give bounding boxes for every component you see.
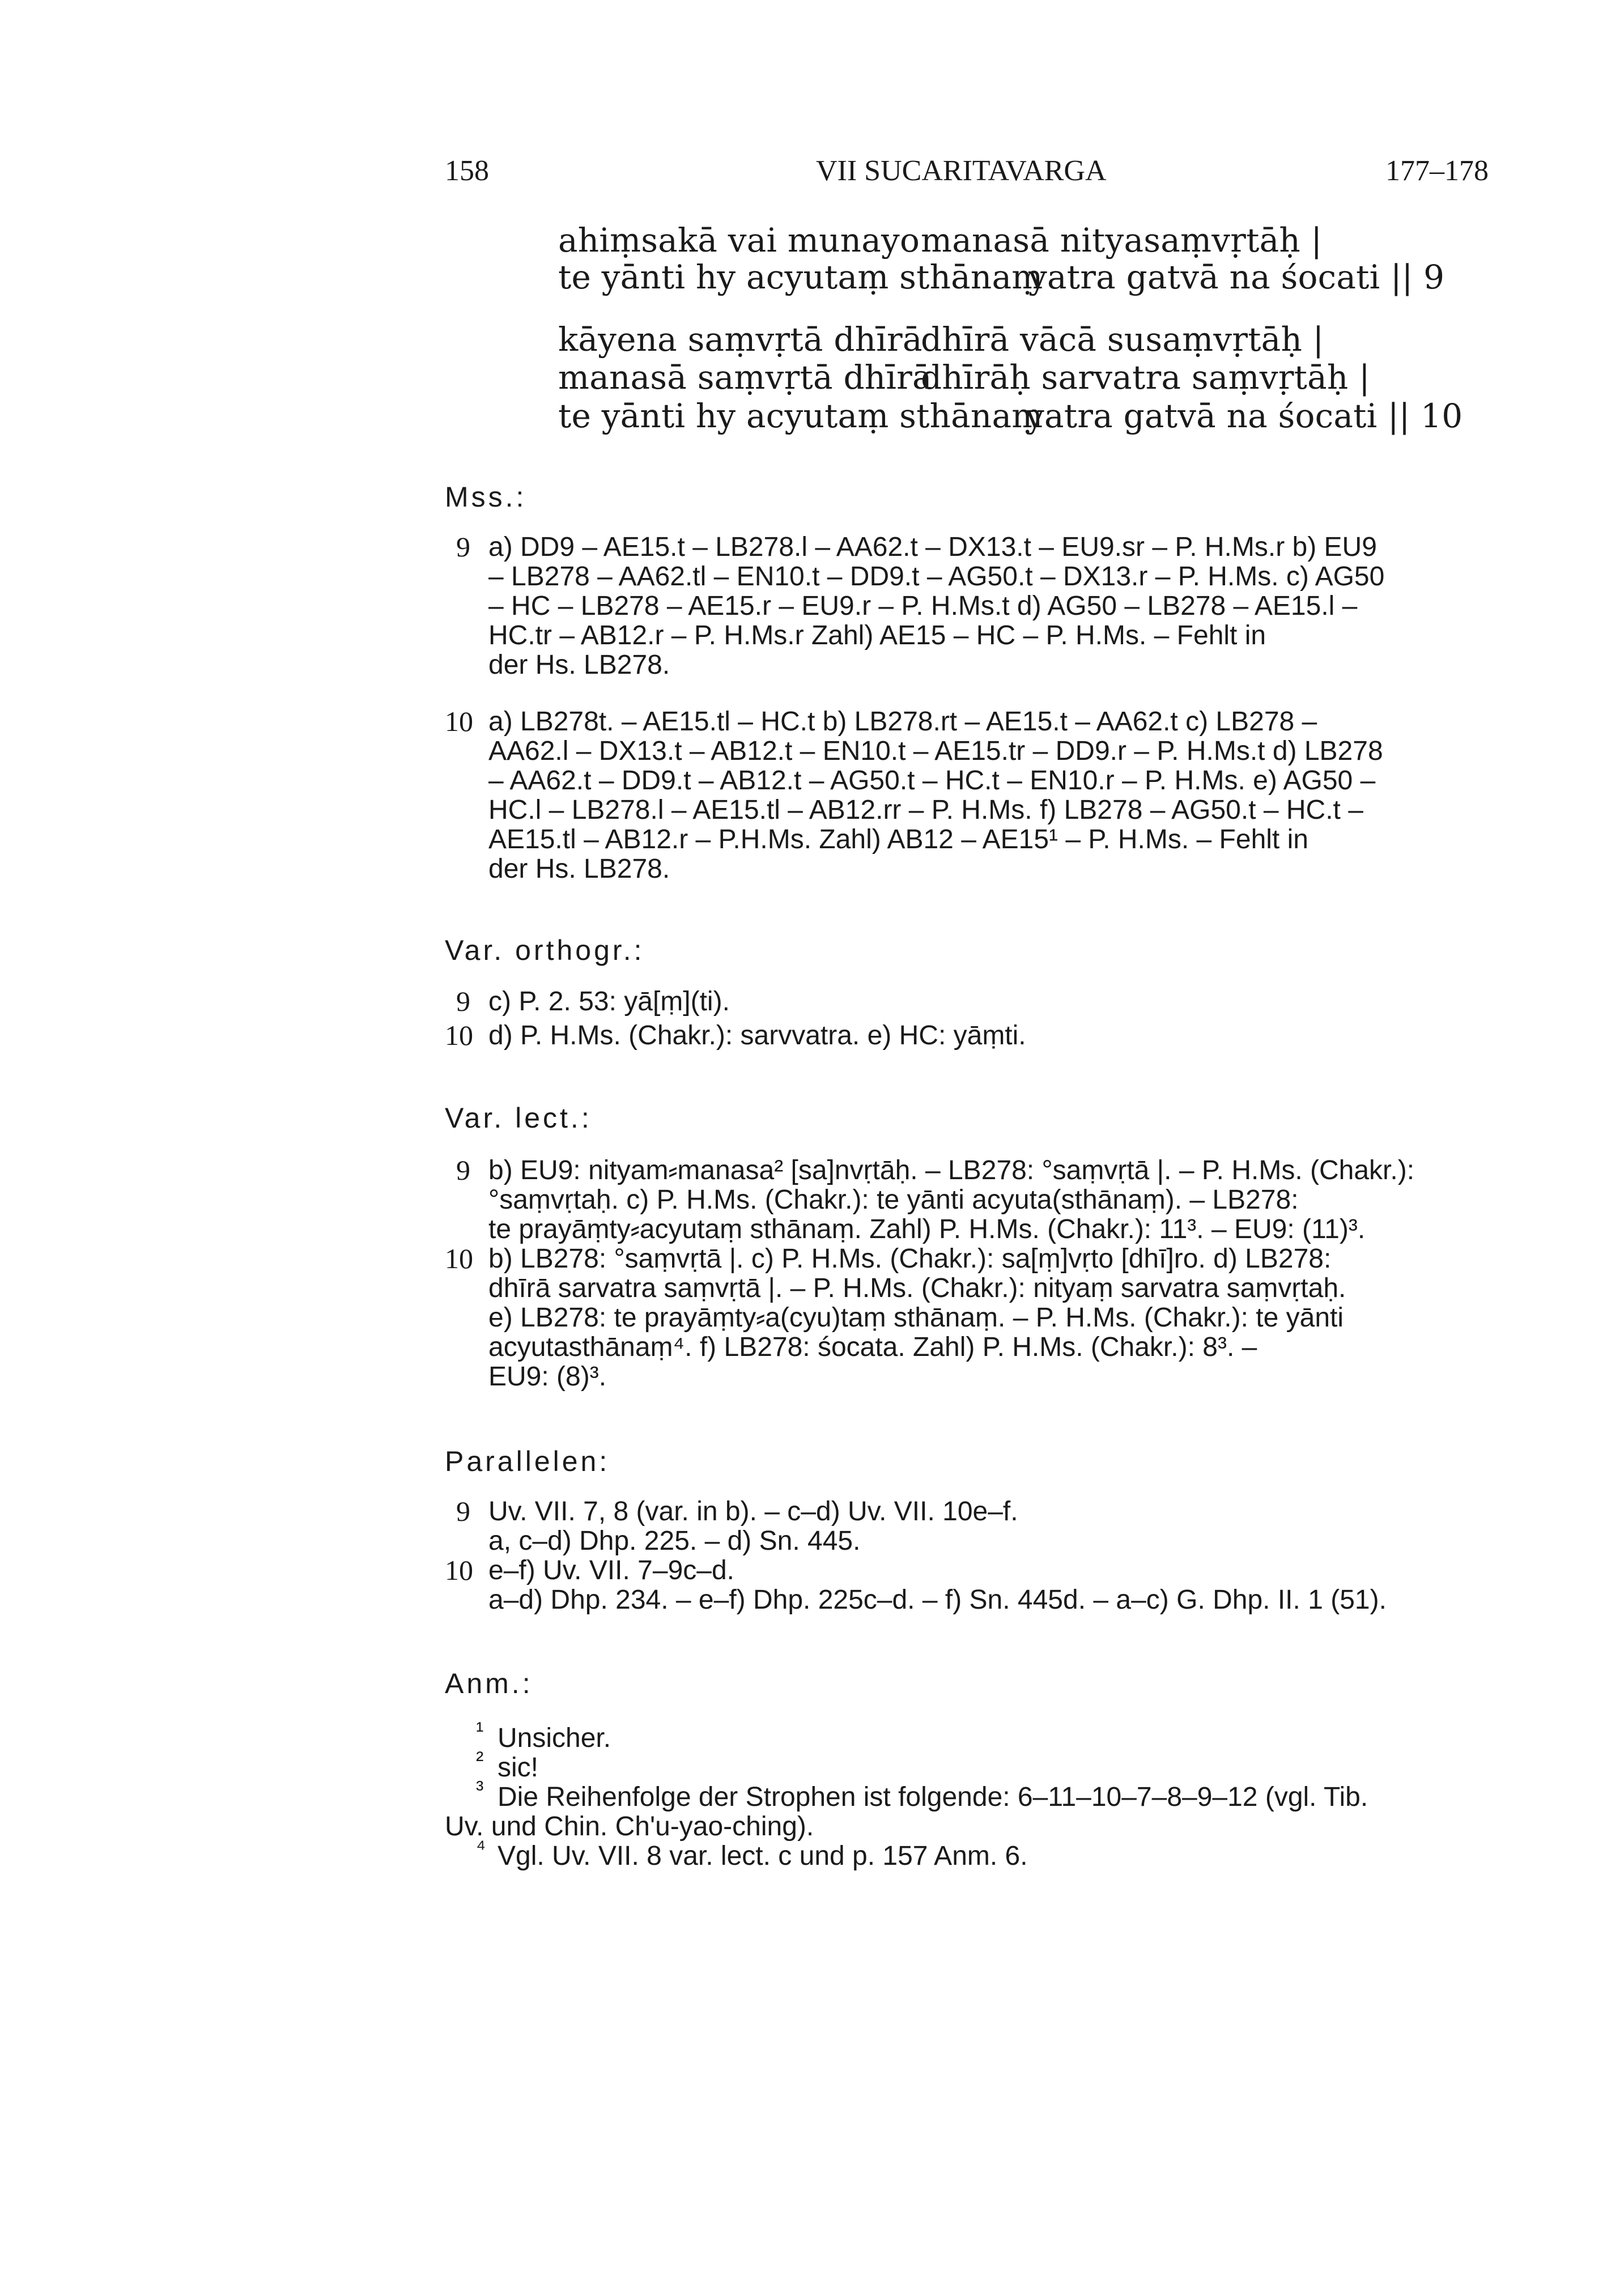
verse-line: manasā nityasaṃvṛtāḥ | (921, 221, 1323, 260)
entry-number: 9 (456, 1495, 470, 1527)
section-heading: Mss.: (445, 481, 527, 513)
apparatus-line: der Hs. LB278. (488, 854, 670, 884)
footnote-text: Die Reihenfolge der Strophen ist folgende: 6–11–10–7–8–9–12 (vgl. Tib. (498, 1782, 1368, 1812)
verse-line: ahiṃsakā vai munayo (558, 221, 920, 260)
section-heading: Parallelen: (445, 1445, 610, 1477)
entry-number: 9 (456, 1154, 470, 1186)
apparatus-line: c) P. 2. 53: yā[ṃ](ti). (488, 987, 730, 1017)
entry-number: 10 (445, 1019, 473, 1051)
entry-number: 10 (445, 1554, 473, 1586)
apparatus-line: EU9: (8)³. (488, 1362, 607, 1392)
entry-number: 9 (456, 531, 470, 563)
apparatus-line: – AA62.t – DD9.t – AB12.t – AG50.t – HC.t – EN10.r – P. H.Ms. e) AG50 – (488, 766, 1376, 796)
footnote-marker: ³ (476, 1777, 484, 1802)
apparatus-line: °saṃvṛtaḥ. c) P. H.Ms. (Chakr.): te yānti acyuta(sthānaṃ). – LB278: (488, 1185, 1299, 1215)
apparatus-line: e–f) Uv. VII. 7–9c–d. (488, 1555, 734, 1585)
entry-number: 10 (445, 1243, 473, 1274)
apparatus-line: AE15.tl – AB12.r – P.H.Ms. Zahl) AB12 – AE15¹ – P. H.Ms. – Fehlt in (488, 824, 1308, 854)
apparatus-line: dhīrā sarvatra saṃvṛtā |. – P. H.Ms. (Chakr.): nityaṃ sarvatra saṃvṛtaḥ. (488, 1273, 1346, 1303)
verse-line: manasā saṃvṛtā dhīrā (558, 358, 932, 397)
apparatus-line: te prayāṃty⸗acyutaṃ sthānaṃ. Zahl) P. H.Ms. (Chakr.): 11³. – EU9: (11)³. (488, 1214, 1366, 1244)
verse-line: dhīrāḥ sarvatra saṃvṛtāḥ | (921, 358, 1370, 397)
footnote-text: sic! (498, 1753, 538, 1783)
section-heading: Var. orthogr.: (445, 934, 645, 966)
verse-range: 177–178 (1385, 155, 1489, 187)
footnote-text: Vgl. Uv. VII. 8 var. lect. c und p. 157 Anm. 6. (498, 1841, 1028, 1871)
verse-line: te yānti hy acyutaṃ sthānaṃ (558, 258, 1043, 296)
footnote-marker: ² (476, 1747, 484, 1772)
apparatus-line: AA62.l – DX13.t – AB12.t – EN10.t – AE15.tr – DD9.r – P. H.Ms.t d) LB278 (488, 736, 1383, 766)
section-heading: Var. lect.: (445, 1102, 592, 1134)
footnote-text: Unsicher. (498, 1723, 611, 1753)
apparatus-line: HC.l – LB278.l – AE15.tl – AB12.rr – P. H.Ms. f) LB278 – AG50.t – HC.t – (488, 795, 1363, 825)
apparatus-line: – LB278 – AA62.tl – EN10.t – DD9.t – AG50.t – DX13.r – P. H.Ms. c) AG50 (488, 562, 1385, 592)
verse-line: yatra gatvā na śocati || 10 (1026, 397, 1463, 435)
apparatus-line: der Hs. LB278. (488, 650, 670, 680)
apparatus-line: – HC – LB278 – AE15.r – EU9.r – P. H.Ms.t d) AG50 – LB278 – AE15.l – (488, 591, 1358, 621)
entry-number: 10 (445, 705, 473, 737)
apparatus-line: b) LB278: °saṃvṛtā |. c) P. H.Ms. (Chakr.): sa[ṃ]vṛto [dhī]ro. d) LB278: (488, 1244, 1332, 1274)
apparatus-line: a, c–d) Dhp. 225. – d) Sn. 445. (488, 1526, 861, 1556)
apparatus-line: b) EU9: nityam⸗manasa² [sa]nvṛtāḥ. – LB278: °saṃvṛtā |. – P. H.Ms. (Chakr.): (488, 1155, 1415, 1185)
apparatus-line: HC.tr – AB12.r – P. H.Ms.r Zahl) AE15 – HC – P. H.Ms. – Fehlt in (488, 620, 1266, 650)
apparatus-line: e) LB278: te prayāṃty⸗a(cyu)taṃ sthānaṃ. – P. H.Ms. (Chakr.): te yānti (488, 1303, 1344, 1333)
section-heading: Anm.: (445, 1668, 533, 1699)
verse-line: te yānti hy acyutaṃ sthānaṃ (558, 397, 1043, 435)
apparatus-line: a) DD9 – AE15.t – LB278.l – AA62.t – DX13.t – EU9.sr – P. H.Ms.r b) EU9 (488, 532, 1377, 562)
footnote-marker: ¹ (476, 1718, 484, 1743)
verse-line: yatra gatvā na śocati || 9 (1028, 258, 1445, 296)
verse-line: dhīrā vācā susaṃvṛtāḥ | (921, 320, 1324, 359)
apparatus-line: acyutasthānaṃ⁴. f) LB278: śocata. Zahl) P. H.Ms. (Chakr.): 8³. – (488, 1332, 1257, 1362)
apparatus-line: a) LB278t. – AE15.tl – HC.t b) LB278.rt – AE15.t – AA62.t c) LB278 – (488, 707, 1317, 737)
entry-number: 9 (456, 985, 470, 1017)
footnote-text: Uv. und Chin. Ch'u-yao-ching). (445, 1812, 814, 1842)
verse-line: kāyena saṃvṛtā dhīrā (558, 320, 922, 359)
page-number: 158 (445, 155, 489, 187)
chapter-title: VII SUCARITAVARGA (816, 155, 1107, 187)
apparatus-line: Uv. VII. 7, 8 (var. in b). – c–d) Uv. VII. 10e–f. (488, 1496, 1018, 1527)
apparatus-line: a–d) Dhp. 234. – e–f) Dhp. 225c–d. – f) Sn. 445d. – a–c) G. Dhp. II. 1 (51). (488, 1585, 1387, 1615)
footnote-marker: ⁴ (476, 1836, 486, 1861)
apparatus-line: d) P. H.Ms. (Chakr.): sarvvatra. e) HC: yāṃti. (488, 1021, 1026, 1051)
